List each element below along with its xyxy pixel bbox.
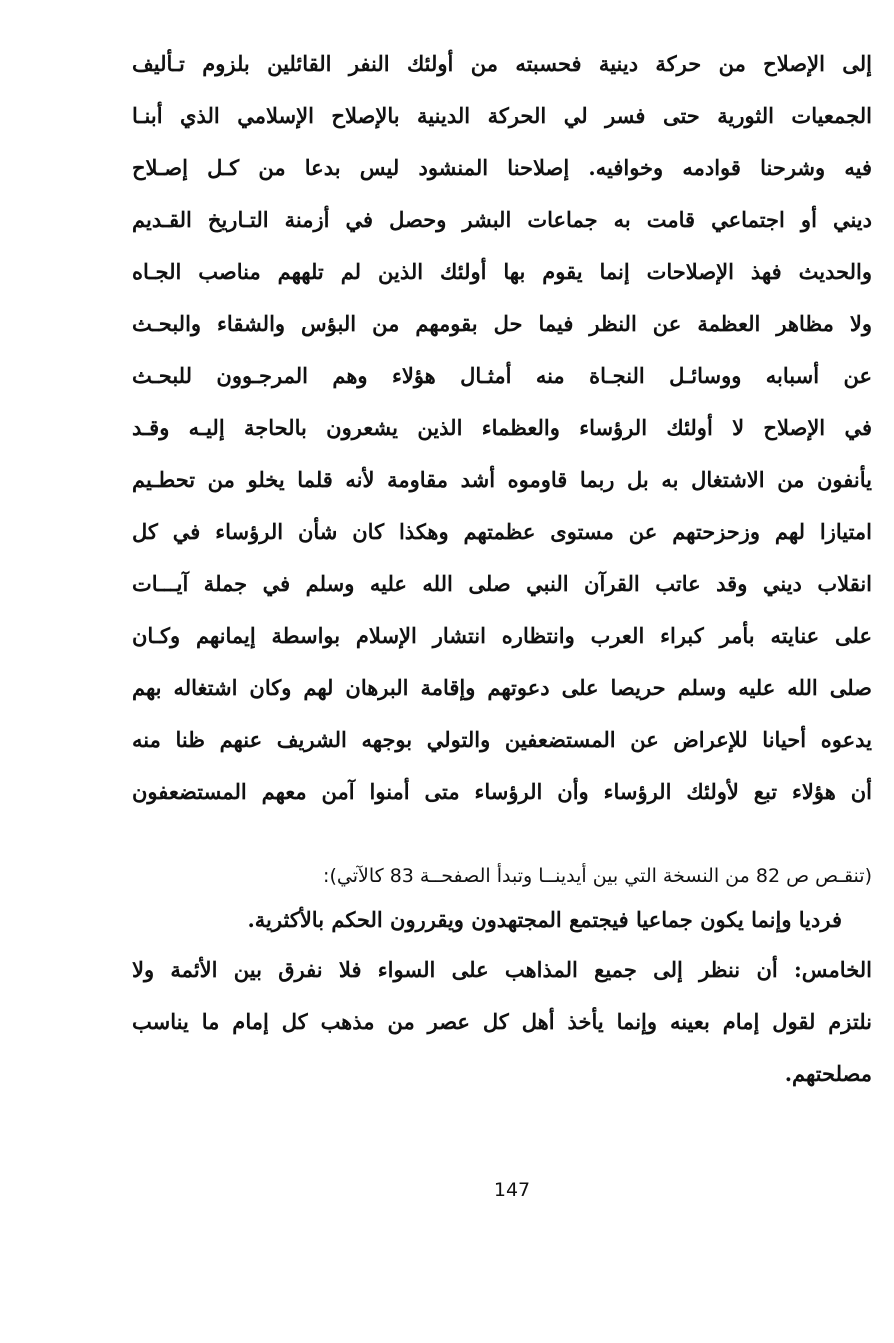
text-line: عن أسبابه ووسائـل النجـاة منه أمثـال هؤلاء وهم المرجـوون للبحـث bbox=[132, 363, 872, 388]
text-line: على عنايته بأمر كبراء العرب وانتظاره انتشار الإسلام بواسطة إيمانهم وكـان bbox=[132, 623, 872, 648]
text-line: ولا مظاهر العظمة عن النظر فيما حل بقومهم من البؤس والشقاء والبحـث bbox=[132, 311, 872, 336]
text-line: يأنفون من الاشتغال به بل ربما قاوموه أشد مقاومة لأنه قلما يخلو من تحطـيم bbox=[132, 467, 872, 492]
text-line: إلى الإصلاح من حركة دينية فحسبته من أولئك النفر القائلين بلزوم تـأليف bbox=[132, 51, 872, 76]
section-heading-word: الخامس: bbox=[794, 957, 872, 982]
page-number: 147 bbox=[493, 1179, 531, 1201]
text-line: يدعوه أحيانا للإعراض عن المستضعفين والتولي بوجهه الشريف عنهم ظنا منه bbox=[132, 727, 872, 752]
text-line: والحديث فهذ الإصلاحات إنما يقوم بها أولئك الذين لم تلههم مناصب الجـاه bbox=[132, 259, 872, 284]
fifth-point-text: أن ننظر إلى جميع المذاهب على السواء فلا نفرق بين الأئمة ولا bbox=[132, 957, 795, 982]
text-line: مصلحتهم. bbox=[784, 1061, 872, 1086]
text-line: فيه وشرحنا قوادمه وخوافيه. إصلاحنا المنشود ليس بدعا من كـل إصـلاح bbox=[132, 155, 872, 180]
main-paragraph bbox=[132, 38, 872, 818]
text-line: في الإصلاح لا أولئك الرؤساء والعظماء الذين يشعرون بالحاجة إليـه وقـد bbox=[132, 415, 872, 440]
text-line: فرديا وإنما يكون جماعيا فيجتمع المجتهدون ويقررون الحكم بالأكثرية. bbox=[247, 907, 842, 932]
text-line: ديني أو اجتماعي قامت به جماعات البشر وحصل في أزمنة التـاريخ القـديم bbox=[132, 207, 872, 232]
fifth-point-line bbox=[132, 944, 872, 996]
second-paragraph bbox=[132, 896, 872, 1100]
text-line: امتيازا لهم وزحزحتهم عن مستوى عظمتهم وهكذا كان شأن الرؤساء في كل bbox=[132, 519, 872, 544]
text-line: صلى الله عليه وسلم حريصا على دعوتهم وإقامة البرهان لهم وكان اشتغاله بهم bbox=[132, 675, 872, 700]
editorial-note: (تنقـص ص 82 من النسخة التي بين أيدينــا وتبدأ الصفحــة 83 كالآتي): bbox=[323, 865, 872, 887]
text-line: أن هؤلاء تبع لأولئك الرؤساء وأن الرؤساء متى أمنوا آمن معهم المستضعفون bbox=[132, 779, 872, 804]
text-line: نلتزم لقول إمام بعينه وإنما يأخذ أهل كل عصر من مذهب كل إمام ما يناسب bbox=[132, 1009, 872, 1034]
text-line: الجمعيات الثورية حتى فسر لي الحركة الدينية بالإصلاح الإسلامي الذي أبنـا bbox=[132, 103, 872, 128]
text-line: انقلاب ديني وقد عاتب القرآن النبي صلى الله عليه وسلم في جملة آيـــات bbox=[132, 571, 872, 596]
